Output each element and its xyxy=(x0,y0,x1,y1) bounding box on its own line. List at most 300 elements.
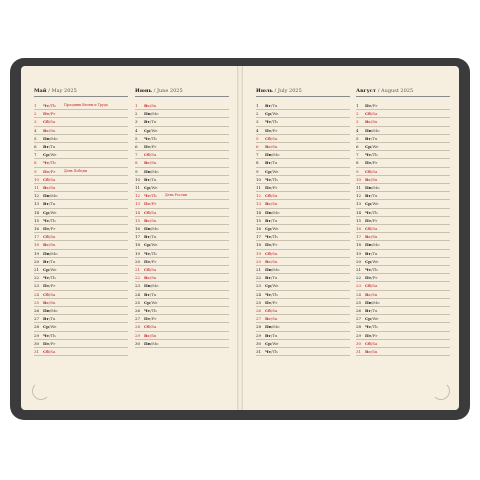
month-name-en-text: June 2025 xyxy=(156,88,183,94)
day-row[interactable] xyxy=(135,110,229,118)
day-row[interactable] xyxy=(256,340,350,348)
day-number: 16 xyxy=(135,226,141,231)
day-row[interactable] xyxy=(34,184,128,192)
day-row[interactable] xyxy=(356,184,450,192)
weekday-en: Th xyxy=(272,291,278,297)
month-name-en: / July 2025 xyxy=(274,88,302,94)
day-row[interactable] xyxy=(135,168,229,176)
day-number: 6 xyxy=(356,144,359,149)
weekday-en: Su xyxy=(151,103,157,108)
day-number: 15 xyxy=(34,217,40,223)
day-row[interactable] xyxy=(256,217,350,225)
day-number: 27 xyxy=(135,316,141,322)
month-name: Май xyxy=(34,88,47,94)
weekday-slash: / xyxy=(370,176,373,182)
weekday-ru: Чт xyxy=(265,349,272,354)
weekday-ru: Чт xyxy=(43,332,50,338)
weekday-slash: / xyxy=(370,349,373,354)
weekday-slash: / xyxy=(49,103,51,108)
weekday-ru: Пт xyxy=(43,340,50,346)
weekday-ru: Вт xyxy=(43,258,49,264)
day-row[interactable] xyxy=(356,168,450,176)
day-row[interactable] xyxy=(135,266,229,274)
day-row[interactable] xyxy=(356,315,450,323)
weekday-en: Mo xyxy=(273,267,280,272)
day-number: 7 xyxy=(34,152,37,158)
day-row[interactable] xyxy=(135,176,229,184)
weekday-en: Th xyxy=(372,324,378,330)
weekday-en: Tu xyxy=(372,193,378,199)
weekday-ru: Вс xyxy=(144,160,150,166)
weekday-en: We xyxy=(372,316,379,322)
weekday-slash: / xyxy=(270,332,273,338)
header-divider xyxy=(256,96,350,97)
day-row[interactable] xyxy=(256,176,350,184)
day-number: 21 xyxy=(256,267,262,272)
day-number: 24 xyxy=(256,291,262,297)
day-row[interactable] xyxy=(34,200,128,208)
weekday-slash: / xyxy=(49,217,51,223)
weekday-slash: / xyxy=(49,332,51,338)
weekday-ru: Вс xyxy=(265,201,271,207)
weekday-slash: / xyxy=(150,250,152,256)
weekday-en: Su xyxy=(372,119,378,125)
day-row[interactable] xyxy=(256,200,350,208)
day-row[interactable] xyxy=(356,340,450,348)
weekday-slash: / xyxy=(149,299,152,305)
day-number: 24 xyxy=(135,291,141,297)
day-row[interactable] xyxy=(256,233,350,241)
day-number: 17 xyxy=(135,234,141,240)
day-row[interactable] xyxy=(34,299,128,307)
month-name-en: / August 2025 xyxy=(377,88,414,94)
weekday-slash: / xyxy=(48,209,51,215)
weekday-ru: Чт xyxy=(144,135,151,141)
weekday-slash: / xyxy=(49,160,51,166)
day-row[interactable] xyxy=(256,348,350,356)
day-number: 24 xyxy=(356,291,362,297)
day-row[interactable] xyxy=(34,250,128,258)
weekday-ru: Вт xyxy=(144,176,150,182)
day-row[interactable] xyxy=(135,315,229,323)
day-row[interactable] xyxy=(356,118,450,126)
day-row[interactable] xyxy=(256,127,350,135)
month-name: Август xyxy=(356,88,376,94)
weekday-slash: / xyxy=(150,144,152,149)
weekday-ru: Пн xyxy=(365,185,372,190)
weekday-en: Th xyxy=(151,308,157,313)
weekday-en: Fr xyxy=(50,283,56,289)
day-row[interactable] xyxy=(135,184,229,192)
weekday-en: Fr xyxy=(50,226,56,231)
day-number: 30 xyxy=(34,340,40,346)
day-row[interactable] xyxy=(135,200,229,208)
day-row[interactable] xyxy=(135,233,229,241)
day-row[interactable] xyxy=(356,299,450,307)
day-row[interactable] xyxy=(256,159,350,167)
weekday-slash: / xyxy=(270,201,273,207)
day-row[interactable] xyxy=(34,266,128,274)
day-number: 10 xyxy=(256,176,262,182)
day-row[interactable] xyxy=(256,291,350,299)
day-row[interactable] xyxy=(356,127,450,135)
day-number: 17 xyxy=(256,234,262,240)
day-row[interactable] xyxy=(356,307,450,315)
weekday-en: Tu xyxy=(151,291,157,297)
day-row[interactable] xyxy=(135,323,229,331)
day-row[interactable] xyxy=(135,192,229,200)
day-number: 5 xyxy=(34,135,37,141)
day-row[interactable] xyxy=(356,274,450,282)
day-row[interactable] xyxy=(256,209,350,217)
weekday-en: Mo xyxy=(373,299,380,305)
day-row[interactable] xyxy=(256,135,350,143)
weekday-ru: Вс xyxy=(265,258,271,264)
weekday-ru: Ср xyxy=(144,185,150,190)
weekday-slash: / xyxy=(48,201,51,207)
weekday-en: We xyxy=(372,201,379,207)
day-row[interactable] xyxy=(135,282,229,290)
day-row[interactable] xyxy=(356,266,450,274)
day-row[interactable] xyxy=(34,176,128,184)
weekday-en: Th xyxy=(272,176,278,182)
day-row[interactable] xyxy=(356,209,450,217)
weekday-ru: Сб xyxy=(43,291,49,297)
day-row[interactable] xyxy=(256,192,350,200)
day-row[interactable] xyxy=(34,282,128,290)
weekday-slash: / xyxy=(48,299,51,305)
weekday-ru: Пн xyxy=(365,242,372,248)
day-row[interactable] xyxy=(135,159,229,167)
day-number: 7 xyxy=(356,152,359,158)
month-header xyxy=(256,88,302,94)
day-row[interactable] xyxy=(256,110,350,118)
day-row[interactable] xyxy=(135,209,229,217)
weekday-en: We xyxy=(272,226,279,231)
weekday-slash: / xyxy=(370,258,373,264)
day-row[interactable] xyxy=(135,274,229,282)
day-number: 30 xyxy=(356,340,362,346)
day-row[interactable] xyxy=(356,250,450,258)
weekday-en: Fr xyxy=(272,185,278,190)
day-row[interactable] xyxy=(34,291,128,299)
weekday-slash: / xyxy=(370,168,373,174)
day-row[interactable] xyxy=(356,151,450,159)
month-header xyxy=(135,88,183,94)
weekday-slash: / xyxy=(371,267,373,272)
weekday-en: Su xyxy=(372,291,378,297)
weekday-slash: / xyxy=(371,324,373,330)
weekday-ru: Пт xyxy=(365,275,372,281)
day-row[interactable] xyxy=(135,151,229,159)
day-row[interactable] xyxy=(256,315,350,323)
day-row[interactable] xyxy=(256,168,350,176)
day-number: 1 xyxy=(256,103,259,108)
day-row[interactable] xyxy=(135,340,229,348)
day-row[interactable] xyxy=(256,225,350,233)
day-number: 13 xyxy=(34,201,40,207)
day-row[interactable] xyxy=(34,274,128,282)
day-number: 19 xyxy=(34,250,40,256)
weekday-en: Th xyxy=(50,160,56,166)
day-row[interactable] xyxy=(135,217,229,225)
day-number: 22 xyxy=(256,275,262,281)
weekday-en: Su xyxy=(151,275,157,281)
day-number: 17 xyxy=(356,234,362,240)
weekday-ru: Сб xyxy=(365,283,371,289)
day-row[interactable] xyxy=(34,332,128,340)
day-row[interactable] xyxy=(356,348,450,356)
weekday-ru: Ср xyxy=(365,316,371,322)
month-header xyxy=(34,88,77,94)
weekday-ru: Вт xyxy=(265,103,271,108)
day-row[interactable] xyxy=(34,217,128,225)
weekday-ru: Пн xyxy=(144,226,151,231)
day-row[interactable] xyxy=(356,323,450,331)
weekday-slash: / xyxy=(370,226,373,231)
day-row[interactable] xyxy=(135,102,229,110)
weekday-slash: / xyxy=(270,160,273,166)
weekday-en: Su xyxy=(50,127,56,133)
day-row[interactable] xyxy=(256,258,350,266)
day-number: 11 xyxy=(256,185,262,190)
weekday-en: Sa xyxy=(372,226,378,231)
weekday-en: Sa xyxy=(272,308,278,313)
weekday-ru: Пт xyxy=(365,160,372,166)
weekday-ru: Сб xyxy=(144,267,150,272)
day-row[interactable] xyxy=(256,184,350,192)
weekday-en: Th xyxy=(50,103,56,108)
day-number: 24 xyxy=(34,291,40,297)
weekday-en: Fr xyxy=(151,316,157,322)
weekday-en: Tu xyxy=(272,217,278,223)
day-row[interactable] xyxy=(256,323,350,331)
weekday-ru: Пт xyxy=(265,127,272,133)
day-row[interactable] xyxy=(34,209,128,217)
weekday-en: Tu xyxy=(272,275,278,281)
weekday-slash: / xyxy=(150,340,153,346)
weekday-slash: / xyxy=(271,324,274,330)
weekday-slash: / xyxy=(371,152,373,158)
day-number: 5 xyxy=(256,135,259,141)
weekday-en: Sa xyxy=(151,324,157,330)
weekday-ru: Пт xyxy=(43,111,50,117)
day-row[interactable] xyxy=(135,143,229,151)
weekday-slash: / xyxy=(270,258,273,264)
weekday-en: Sa xyxy=(272,193,278,199)
day-row[interactable] xyxy=(356,233,450,241)
day-row[interactable] xyxy=(356,110,450,118)
day-row[interactable] xyxy=(135,299,229,307)
holiday-label: День России xyxy=(165,193,187,198)
weekday-slash: / xyxy=(270,275,273,281)
weekday-en: Fr xyxy=(272,299,278,305)
day-number: 12 xyxy=(356,193,362,199)
day-row[interactable] xyxy=(256,266,350,274)
weekday-slash: / xyxy=(271,176,273,182)
day-row[interactable] xyxy=(356,200,450,208)
header-divider xyxy=(356,96,450,97)
weekday-ru: Сб xyxy=(265,193,271,199)
month-name-en-text: July 2025 xyxy=(277,88,302,94)
day-row[interactable] xyxy=(34,315,128,323)
weekday-ru: Ср xyxy=(265,340,271,346)
weekday-slash: / xyxy=(270,193,273,199)
weekday-ru: Пт xyxy=(43,226,50,231)
weekday-ru: Пт xyxy=(365,103,372,108)
day-row[interactable] xyxy=(356,241,450,249)
day-row[interactable] xyxy=(356,176,450,184)
day-row[interactable] xyxy=(135,225,229,233)
day-row[interactable] xyxy=(356,143,450,151)
day-row[interactable] xyxy=(135,258,229,266)
weekday-slash: / xyxy=(370,283,373,289)
weekday-ru: Пт xyxy=(265,299,272,305)
weekday-en: We xyxy=(372,258,379,264)
weekday-slash: / xyxy=(371,217,373,223)
day-number: 8 xyxy=(135,160,138,166)
weekday-ru: Сб xyxy=(365,111,371,117)
day-row[interactable] xyxy=(356,225,450,233)
weekday-ru: Вт xyxy=(144,119,150,125)
weekday-en: Mo xyxy=(273,209,280,215)
weekday-slash: / xyxy=(49,135,52,141)
weekday-ru: Пт xyxy=(265,185,272,190)
day-row[interactable] xyxy=(135,118,229,126)
day-row[interactable] xyxy=(256,282,350,290)
month-name: Июль xyxy=(256,88,273,94)
day-row[interactable] xyxy=(34,192,128,200)
day-row[interactable] xyxy=(256,241,350,249)
day-row[interactable] xyxy=(356,217,450,225)
day-row[interactable] xyxy=(256,102,350,110)
day-row[interactable] xyxy=(256,307,350,315)
day-row[interactable] xyxy=(34,225,128,233)
weekday-ru: Вс xyxy=(43,127,49,133)
day-row[interactable] xyxy=(356,192,450,200)
day-row[interactable] xyxy=(135,332,229,340)
day-row[interactable] xyxy=(34,110,128,118)
day-row[interactable] xyxy=(356,282,450,290)
weekday-ru: Пн xyxy=(144,168,151,174)
day-row[interactable] xyxy=(356,258,450,266)
weekday-slash: / xyxy=(371,299,374,305)
weekday-en: Th xyxy=(272,234,278,240)
day-row[interactable] xyxy=(356,332,450,340)
day-row[interactable] xyxy=(34,323,128,331)
day-row[interactable] xyxy=(34,340,128,348)
day-row[interactable] xyxy=(356,291,450,299)
day-row[interactable] xyxy=(34,127,128,135)
day-row[interactable] xyxy=(34,118,128,126)
weekday-slash: / xyxy=(48,242,51,248)
day-number: 16 xyxy=(356,226,362,231)
day-row[interactable] xyxy=(356,102,450,110)
weekday-en: Mo xyxy=(152,283,159,289)
weekday-ru: Пт xyxy=(144,258,151,264)
weekday-en: Mo xyxy=(152,226,159,231)
day-number: 7 xyxy=(135,152,138,158)
month-name: Июнь xyxy=(135,88,152,94)
day-row[interactable] xyxy=(256,118,350,126)
day-row[interactable] xyxy=(135,307,229,315)
weekday-ru: Вс xyxy=(365,291,371,297)
day-number: 2 xyxy=(356,111,359,117)
day-row[interactable] xyxy=(256,332,350,340)
weekday-ru: Чт xyxy=(43,275,50,281)
day-row[interactable] xyxy=(34,151,128,159)
weekday-en: Th xyxy=(151,193,157,199)
day-number: 23 xyxy=(356,283,362,289)
day-row[interactable] xyxy=(34,348,128,356)
day-row[interactable] xyxy=(34,168,128,176)
day-number: 14 xyxy=(256,209,262,215)
day-row[interactable] xyxy=(256,299,350,307)
day-row[interactable] xyxy=(34,135,128,143)
weekday-en: Fr xyxy=(272,242,278,248)
weekday-ru: Пн xyxy=(265,267,272,272)
day-number: 2 xyxy=(34,111,37,117)
weekday-ru: Вт xyxy=(144,234,150,240)
day-row[interactable] xyxy=(34,159,128,167)
weekday-slash: / xyxy=(48,152,51,158)
day-row[interactable] xyxy=(34,241,128,249)
weekday-en: Tu xyxy=(272,103,278,108)
weekday-slash: / xyxy=(48,127,51,133)
day-row[interactable] xyxy=(135,127,229,135)
day-row[interactable] xyxy=(256,250,350,258)
day-row[interactable] xyxy=(34,143,128,151)
weekday-slash: / xyxy=(48,185,51,190)
day-row[interactable] xyxy=(256,143,350,151)
day-row[interactable] xyxy=(135,241,229,249)
day-row[interactable] xyxy=(356,159,450,167)
day-number: 4 xyxy=(135,127,138,133)
weekday-ru: Пн xyxy=(43,135,50,141)
day-row[interactable] xyxy=(256,274,350,282)
day-row[interactable] xyxy=(34,258,128,266)
day-row[interactable] xyxy=(135,291,229,299)
day-row[interactable] xyxy=(256,151,350,159)
weekday-ru: Вс xyxy=(43,185,49,190)
weekday-ru: Пт xyxy=(43,283,50,289)
day-row[interactable] xyxy=(34,102,128,110)
day-row[interactable] xyxy=(135,250,229,258)
day-number: 1 xyxy=(34,103,37,108)
day-number: 8 xyxy=(256,160,259,166)
weekday-slash: / xyxy=(150,111,153,117)
weekday-slash: / xyxy=(150,135,152,141)
day-row[interactable] xyxy=(135,135,229,143)
weekday-ru: Пн xyxy=(43,308,50,313)
day-number: 29 xyxy=(356,332,362,338)
weekday-slash: / xyxy=(270,135,273,141)
weekday-en: We xyxy=(50,152,57,158)
day-number: 13 xyxy=(356,201,362,207)
day-number: 25 xyxy=(256,299,262,305)
weekday-ru: Чт xyxy=(144,193,151,199)
day-row[interactable] xyxy=(34,307,128,315)
weekday-ru: Пн xyxy=(265,209,272,215)
weekday-ru: Сб xyxy=(365,168,371,174)
weekday-ru: Сб xyxy=(144,152,150,158)
weekday-en: Mo xyxy=(152,340,159,346)
day-row[interactable] xyxy=(356,135,450,143)
day-number: 15 xyxy=(135,217,141,223)
weekday-slash: / xyxy=(370,201,373,207)
day-row[interactable] xyxy=(34,233,128,241)
weekday-ru: Пн xyxy=(365,127,372,133)
